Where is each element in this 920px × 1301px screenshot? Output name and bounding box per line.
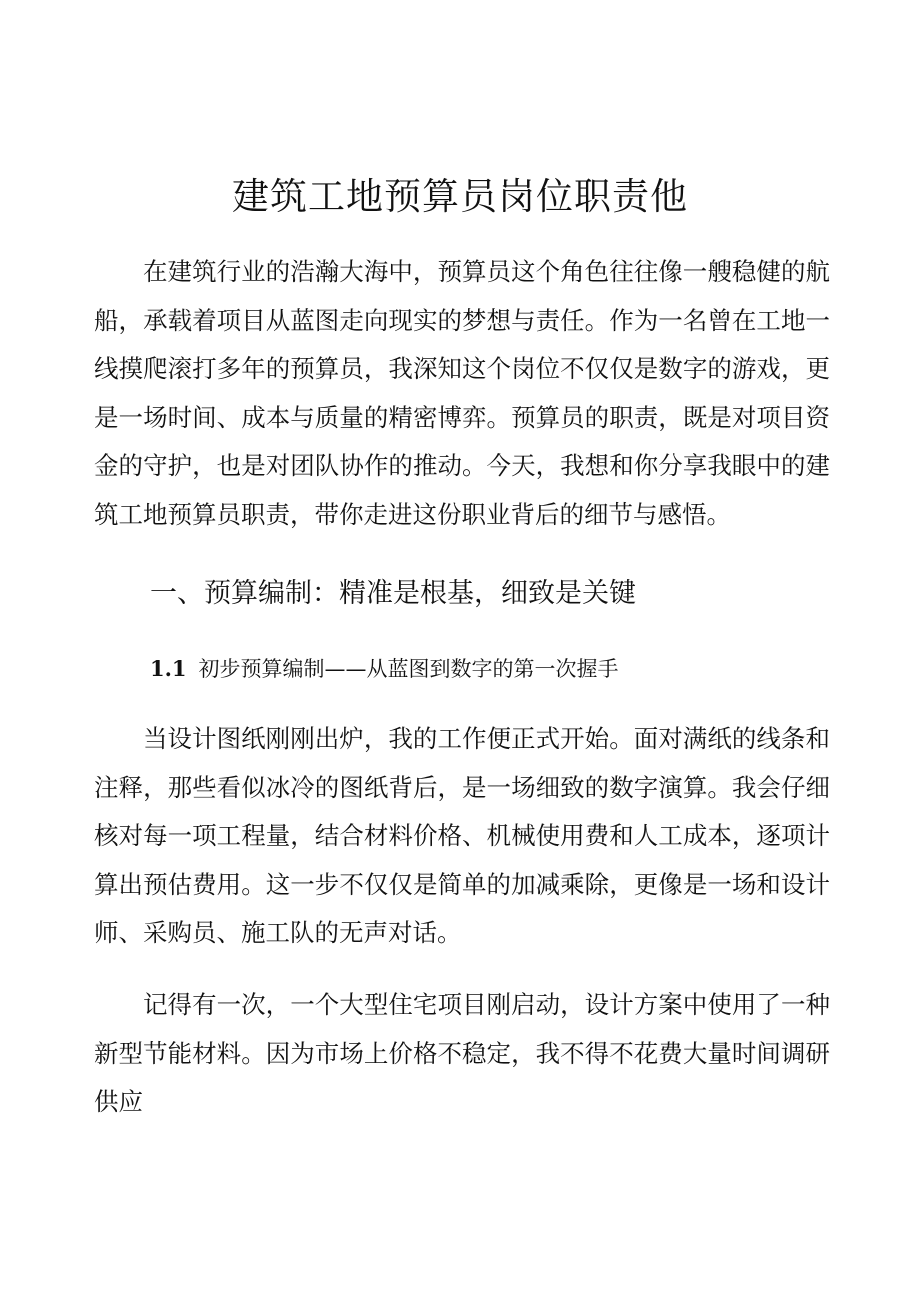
document-title: 建筑工地预算员岗位职责他 <box>232 175 688 218</box>
body-paragraph: 记得有一次，一个大型住宅项目刚启动，设计方案中使用了一种新型节能材料。因为市场上价格不稳定，我不得不花费大量时间调研供应 <box>94 990 830 1116</box>
section-heading: 一、预算编制：精准是根基，细致是关键 <box>150 578 636 609</box>
intro-paragraph: 在建筑行业的浩瀚大海中，预算员这个角色往往像一艘稳健的航船，承载着项目从蓝图走向现实的梦想与责任。作为一名曾在工地一线摸爬滚打多年的预算员，我深知这个岗位不仅仅是数字的游戏，更是一场时间、成本与质量的精密博弈。预算员的职责，既是对项目资金的守护，也是对团队协作的推动。今天，我想和你分享我眼中的建筑工地预算员职责，带你走进这份职业背后的细节与感悟。 <box>94 257 830 529</box>
subsection-title: 初步预算编制——从蓝图到数字的第一次握手 <box>198 657 619 681</box>
subsection-number: 1.1 <box>150 656 187 681</box>
subsection-heading <box>150 653 619 685</box>
body-paragraph: 当设计图纸刚刚出炉，我的工作便正式开始。面对满纸的线条和注释，那些看似冰冷的图纸背后，是一场细致的数字演算。我会仔细核对每一项工程量，结合材料价格、机械使用费和人工成本，逐项计算出预估费用。这一步不仅仅是简单的加减乘除，更像是一场和设计师、采购员、施工队的无声对话。 <box>94 724 830 947</box>
